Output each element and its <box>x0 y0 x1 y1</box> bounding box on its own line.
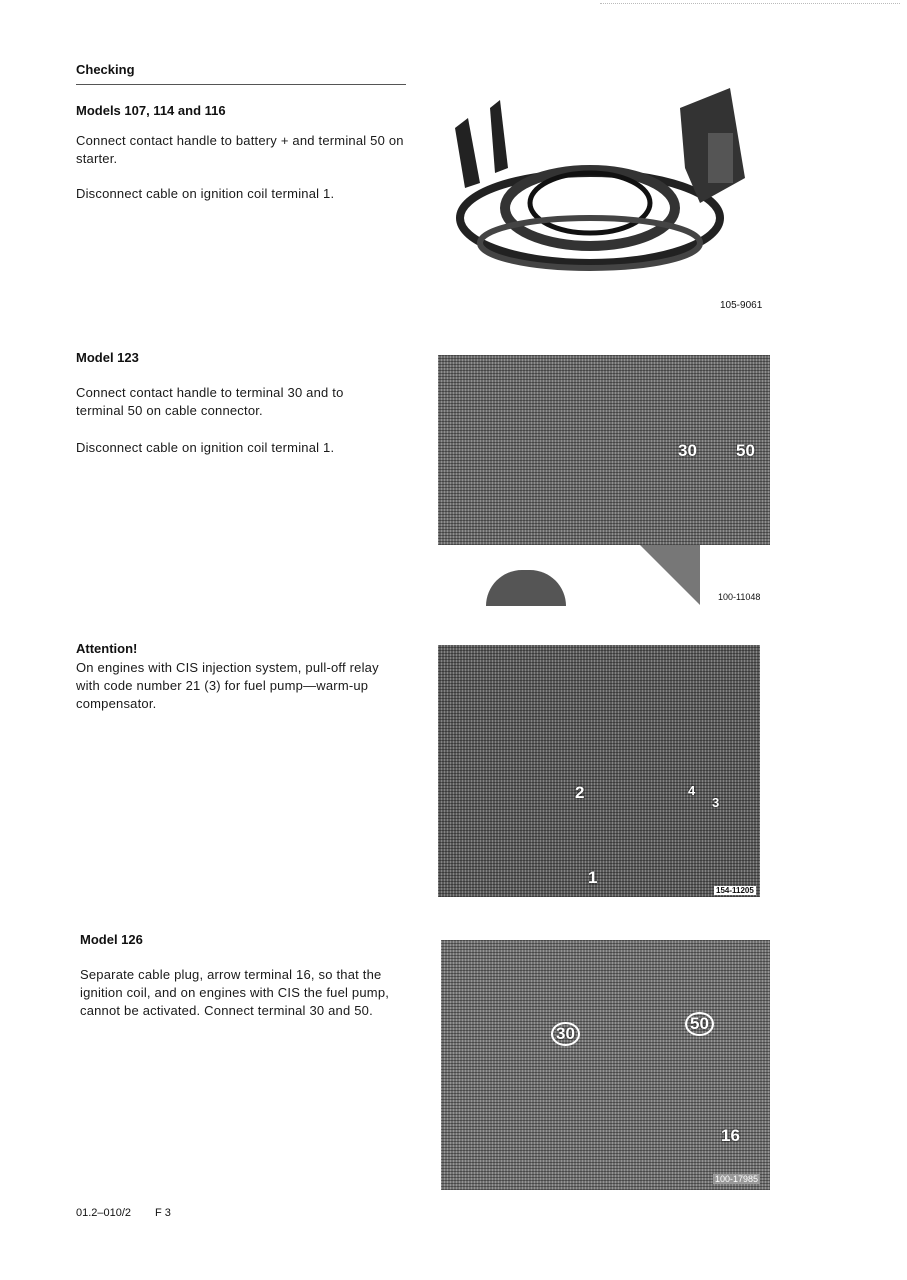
callout-50: 50 <box>685 1012 714 1036</box>
footer-doc-number: 01.2–010/2 <box>76 1207 132 1219</box>
callout-4: 4 <box>688 783 696 798</box>
contact-handle-figure <box>440 88 770 288</box>
callout-2: 2 <box>575 783 585 802</box>
figure-id: 105-9061 <box>720 300 763 311</box>
callout-50: 50 <box>736 441 755 460</box>
paragraph: On engines with CIS injection system, pull-off relay with code number 21 (3) for fuel pump—warm-up compensator. <box>76 660 379 711</box>
figure-id: 100-11048 <box>718 592 761 602</box>
title-rule <box>76 84 406 85</box>
engine-relay-photo <box>438 645 760 897</box>
figure-id: 154-11205 <box>716 886 754 895</box>
heading-model-123: Model 123 <box>76 350 139 365</box>
cable-connector-photo <box>438 355 770 545</box>
cable-plug-photo <box>441 940 770 1190</box>
paragraph: Disconnect cable on ignition coil terminal 1. <box>76 186 335 201</box>
callout-3: 3 <box>712 795 720 810</box>
photo-fragment <box>640 545 700 605</box>
callout-30: 30 <box>551 1022 580 1046</box>
scan-edge <box>600 3 900 4</box>
callout-16: 16 <box>721 1126 740 1145</box>
callout-30: 30 <box>678 441 697 460</box>
paragraph: Separate cable plug, arrow terminal 16, so that the ignition coil, and on engines with CIS the fuel pump, cannot be activated. Connect terminal 30 and 50. <box>80 967 390 1018</box>
paragraph: Connect contact handle to terminal 30 and to terminal 50 on cable connector. <box>76 385 344 418</box>
heading-models-107-114-116: Models 107, 114 and 116 <box>76 103 226 118</box>
paragraph: Connect contact handle to battery + and terminal 50 on starter. <box>76 133 404 166</box>
photo-fragment <box>486 570 566 606</box>
footer-page: F 3 <box>155 1207 171 1219</box>
figure-id: 100-17985 <box>715 1174 759 1184</box>
callout-1: 1 <box>588 868 598 887</box>
section-title: Checking <box>76 62 135 77</box>
heading-attention: Attention! <box>76 641 138 656</box>
heading-model-126: Model 126 <box>80 932 143 947</box>
paragraph: Disconnect cable on ignition coil terminal 1. <box>76 440 335 455</box>
